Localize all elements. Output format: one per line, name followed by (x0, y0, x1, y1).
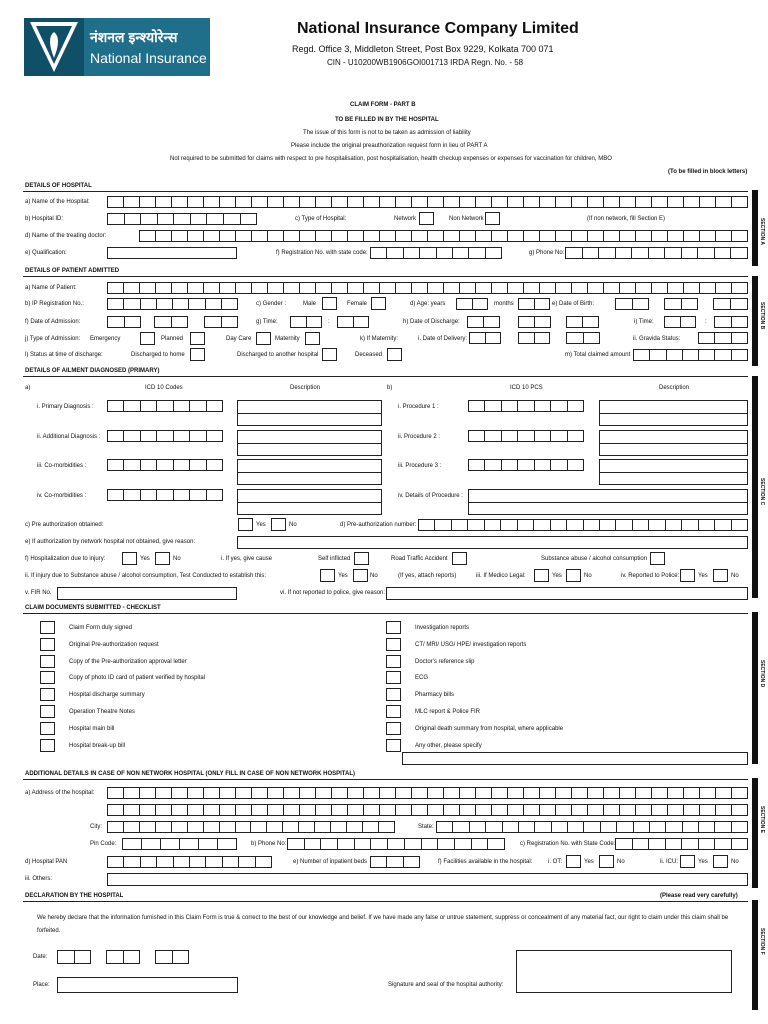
icd10-header: ICD 10 Codes (145, 385, 183, 391)
fir-label: v. FIR No. (25, 590, 52, 596)
total-amount-label: m) Total claimed amount (565, 352, 631, 358)
rta-checkbox[interactable] (452, 552, 467, 565)
injury-no-label: No (173, 556, 181, 562)
deceased-label: Deceased (355, 352, 383, 358)
checklist-left-1-checkbox[interactable] (40, 638, 55, 651)
checklist-right-5-checkbox[interactable] (386, 705, 401, 718)
dob-year-field[interactable] (713, 298, 748, 310)
comorbidities1-code[interactable] (107, 459, 223, 471)
planned-label: Planned (161, 336, 184, 342)
place-label: Place: (33, 982, 50, 988)
test-no-checkbox[interactable] (353, 569, 368, 582)
section-e-label: SECTION E (759, 806, 765, 833)
checklist-left-4: Hospital discharge summary (69, 692, 145, 698)
beds-label: e) Number of inpatient beds (293, 859, 368, 865)
not-reported-field[interactable] (386, 587, 748, 600)
place-field[interactable] (57, 977, 238, 993)
delivery-month-field[interactable] (518, 332, 550, 344)
section-d-label: SECTION D (759, 660, 765, 688)
doa-day-field[interactable] (107, 316, 141, 328)
divider (23, 376, 748, 377)
preauth-yes-label: Yes (256, 522, 266, 528)
company-cin: CIN - U10200WB1906GOI001713 IRDA Regn. No. - 58 (327, 58, 524, 67)
phone-label: g) Phone No: (529, 250, 565, 256)
pin-label: Pin Code: (90, 841, 117, 847)
emergency-checkbox[interactable] (140, 332, 155, 345)
admission-hour-field[interactable] (290, 316, 322, 328)
checklist-right-4-checkbox[interactable] (386, 688, 401, 701)
test-no-label: No (370, 573, 378, 579)
another-hospital-checkbox[interactable] (322, 348, 337, 361)
checklist-left-2: Copy of the Pre-authorization approval letter (69, 659, 187, 665)
test-yes-label: Yes (338, 573, 348, 579)
section-a-label: SECTION A (759, 218, 765, 246)
patient-name-field[interactable] (107, 282, 748, 294)
nn-reg-label: c) Registration No. with State Code: (520, 841, 616, 847)
ot-label: i. OT: (548, 859, 563, 865)
ailment-heading: DETAILS OF AILMENT DIAGNOSED (PRIMARY) (25, 368, 160, 374)
checklist-left-1: Original Pre-authorization request (69, 642, 159, 648)
discharge-status-label: l) Status at time of discharge: (25, 352, 103, 358)
checklist-left-6-checkbox[interactable] (40, 722, 55, 735)
gravida-field[interactable] (698, 332, 748, 344)
section-bar-e (752, 778, 758, 888)
description-header: Description (290, 385, 321, 391)
network-checkbox[interactable] (419, 212, 434, 225)
delivery-date-field[interactable] (469, 332, 501, 344)
procedure3-description[interactable] (599, 459, 748, 485)
home-label: Discharged to home (131, 352, 185, 358)
checklist-right-4: Pharmacy bills (415, 692, 455, 698)
self-inflicted-label: Self inflicted (318, 556, 351, 562)
checklist-right-0: Investigation reports (415, 625, 470, 631)
preauth-number-label: d) Pre-authorization number: (340, 522, 417, 528)
female-checkbox[interactable] (371, 297, 386, 310)
dod-label: h) Date of Discharge: (403, 319, 460, 325)
checklist-left-6: Hospital main bill (69, 726, 115, 732)
section-bar-b (752, 276, 758, 366)
logo-english: National Insurance (90, 50, 207, 66)
declaration-text-2: forfeited. (37, 928, 61, 934)
nonnetwork-heading: ADDITIONAL DETAILS IN CASE OF NON NETWORK HOSPITAL (ONLY FILL IN CASE OF NON NETWORK HOSPITAL) (25, 771, 356, 777)
hospital-type-label: c) Type of Hospital: (295, 216, 347, 222)
time-colon: : (328, 319, 330, 325)
procedure1-label: i. Procedure 1 : (398, 404, 439, 410)
comorbidities1-label: iii. Co-morbidities : (37, 463, 87, 469)
substance-label: Substance abuse / alcohol consumption (541, 556, 648, 562)
icu-yes-checkbox[interactable] (680, 855, 695, 868)
form-note-3: Not required to be submitted for claims with respect to pre hospitalisation, post hospitalisation, health checkup expenses or expenses for vaccination for children, MBO (170, 156, 612, 162)
address-line-2[interactable] (107, 804, 748, 816)
delivery-year-field[interactable] (566, 332, 600, 344)
gravida-label: ii. Gravida Status: (633, 336, 681, 342)
icd10pcs-header: ICD 10 PCS (510, 385, 543, 391)
additional-diagnosis-description[interactable] (237, 430, 382, 456)
state-label: State: (418, 824, 434, 830)
female-label: Female (347, 301, 368, 307)
additional-diagnosis-label: ii. Additional Diagnosis : (37, 434, 101, 440)
comorbidities2-code[interactable] (107, 489, 223, 501)
comorbidities2-label: iv. Co-morbidities : (37, 493, 87, 499)
checklist-right-7-checkbox[interactable] (386, 739, 401, 752)
ip-no-field[interactable] (107, 298, 238, 310)
substance-test-label: ii. If injury due to Substance abuse / alcohol consumption, Test Conducted to establish this: (25, 573, 267, 579)
pin-field[interactable] (122, 838, 237, 850)
block-letters-note: (To be filled in block letters) (668, 169, 748, 175)
address-line-1[interactable] (107, 787, 748, 799)
checklist-right-1: CT/ MRI/ USG/ HPE/ investigation reports (415, 642, 527, 648)
admission-minute-field[interactable] (337, 316, 369, 328)
medico-yes-label: Yes (552, 573, 562, 579)
total-amount-field[interactable] (633, 349, 748, 361)
time2-colon: : (705, 319, 707, 325)
checklist-left-7-checkbox[interactable] (40, 739, 55, 752)
procedure3-label: iii. Procedure 3 : (398, 463, 442, 469)
hospital-id-label: b) Hospital ID: (25, 216, 64, 222)
procedure1-code[interactable] (468, 400, 584, 412)
decl-date-year[interactable] (155, 950, 189, 964)
divider (23, 191, 748, 192)
checklist-right-3: ECG (415, 675, 429, 681)
primary-diagnosis-code[interactable] (107, 400, 223, 412)
checklist-left-2-checkbox[interactable] (40, 655, 55, 668)
section-bar-c (752, 376, 758, 598)
divider (23, 901, 748, 902)
emergency-label: Emergency (90, 336, 121, 342)
nn-phone-field[interactable] (287, 838, 505, 850)
section-b-label: SECTION B (759, 302, 765, 330)
months-label: months (494, 301, 514, 307)
discharge-minute-field[interactable] (714, 316, 748, 328)
attach-reports-label: (If yes, attach reports) (398, 573, 457, 579)
medico-no-checkbox[interactable] (566, 569, 581, 582)
section-bar-a (752, 190, 758, 266)
checklist-left-5: Operation Theatre Notes (69, 709, 135, 715)
doa-label: f) Date of Admission: (25, 319, 81, 325)
section-f-label: SECTION F (759, 928, 765, 955)
maternity-checkbox[interactable] (305, 332, 320, 345)
medico-yes-checkbox[interactable] (534, 569, 549, 582)
deceased-checkbox[interactable] (387, 348, 402, 361)
others-field[interactable] (107, 873, 748, 886)
others-label: iii. Others: (25, 876, 53, 882)
section-bar-d (752, 612, 758, 764)
age-years-field[interactable] (456, 298, 488, 310)
icu-no-label: No (731, 859, 739, 865)
checklist-left-3: Copy of photo ID card of patient verified by hospital (69, 675, 206, 681)
self-inflicted-checkbox[interactable] (354, 552, 369, 565)
substance-checkbox[interactable] (650, 552, 665, 565)
doctor-label: d) Name of the treating doctor: (25, 233, 107, 239)
not-reported-label: vi. If not reported to police, give reason: (280, 590, 386, 596)
checklist-right-2-checkbox[interactable] (386, 655, 401, 668)
section-c-label: SECTION C (759, 478, 765, 506)
checklist-right-5: MLC report & Police FIR (415, 709, 481, 715)
checklist-left-0-checkbox[interactable] (40, 621, 55, 634)
age-label: d) Age: years (410, 301, 446, 307)
doctor-field[interactable] (139, 230, 748, 242)
checklist-heading: CLAIM DOCUMENTS SUBMITTED - CHECKLIST (25, 605, 161, 611)
read-carefully-note: (Please read very carefully) (660, 893, 738, 899)
declaration-heading: DECLARATION BY THE HOSPITAL (25, 893, 124, 899)
dob-month-field[interactable] (664, 298, 698, 310)
nn-phone-label: b) Phone No: (251, 841, 287, 847)
ip-no-label: b) IP Registration No.: (25, 301, 84, 307)
police-yes-label: Yes (698, 573, 708, 579)
preauth-no-checkbox[interactable] (271, 518, 286, 531)
dod-day-field[interactable] (467, 316, 500, 328)
delivery-date-label: i. Date of Delivery: (418, 336, 468, 342)
time-label: g) Time: (256, 319, 278, 325)
description2-header: Description (659, 385, 690, 391)
divider (23, 613, 748, 614)
comorbidities1-description[interactable] (237, 459, 382, 485)
ot-yes-checkbox[interactable] (566, 855, 581, 868)
dod-month-field[interactable] (518, 316, 551, 328)
injury-yes-checkbox[interactable] (122, 552, 137, 565)
form-title: CLAIM FORM - PART B (350, 102, 416, 108)
checklist-right-7: Any other, please specify (415, 743, 482, 749)
ailment-a: a) (25, 385, 31, 391)
checklist-left-5-checkbox[interactable] (40, 705, 55, 718)
hospital-name-label: a) Name of the Hospital: (25, 199, 90, 205)
checklist-right-6-checkbox[interactable] (386, 722, 401, 735)
icu-yes-label: Yes (698, 859, 708, 865)
decl-date-day[interactable] (57, 950, 91, 964)
day-care-checkbox[interactable] (256, 332, 271, 345)
medico-legal-label: iii. If Medico Legal: (476, 573, 526, 579)
form-note-1: The issue of this form is not to be taken as admission of liability (303, 130, 471, 136)
checklist-right-0-checkbox[interactable] (386, 621, 401, 634)
home-checkbox[interactable] (190, 348, 205, 361)
checklist-left-4-checkbox[interactable] (40, 688, 55, 701)
divider (23, 779, 748, 780)
form-subtitle: TO BE FILLED IN BY THE HOSPITAL (335, 117, 439, 123)
qualification-field[interactable] (107, 247, 237, 259)
procedure2-code[interactable] (468, 430, 584, 442)
network-label: Network (394, 216, 417, 222)
dob-day-field[interactable] (615, 298, 649, 310)
injury-no-checkbox[interactable] (155, 552, 170, 565)
additional-diagnosis-code[interactable] (107, 430, 223, 442)
preauth-number-field[interactable] (418, 519, 748, 531)
date-label: Date: (33, 954, 48, 960)
logo-hindi: नंशनल इन्श्योरेन्स (90, 29, 178, 45)
male-checkbox[interactable] (322, 297, 337, 310)
checklist-left-7: Hospital break-up bill (69, 743, 126, 749)
test-yes-checkbox[interactable] (320, 569, 335, 582)
procedure2-label: ii. Procedure 2 : (398, 434, 441, 440)
checklist-right-1-checkbox[interactable] (386, 638, 401, 651)
ot-yes-label: Yes (584, 859, 594, 865)
city-field[interactable] (107, 821, 395, 833)
dob-label: e) Date of Birth: (552, 301, 595, 307)
city-label: City: (90, 824, 102, 830)
procedure1-description[interactable] (599, 400, 748, 426)
logo-emblem (24, 18, 84, 76)
preauth-yes-checkbox[interactable] (238, 518, 253, 531)
time2-label: i) Time: (634, 319, 654, 325)
procedure2-description[interactable] (599, 430, 748, 456)
phone-field[interactable] (565, 247, 748, 259)
ot-no-checkbox[interactable] (599, 855, 614, 868)
state-field[interactable] (436, 821, 748, 833)
non-network-note: (If non network, fill Section E) (587, 216, 666, 222)
non-network-label: Non Network (449, 216, 484, 222)
pan-field[interactable] (107, 856, 272, 868)
preauth-no-label: No (289, 522, 297, 528)
fir-field[interactable] (57, 587, 237, 600)
nn-reg-field[interactable] (615, 838, 748, 850)
patient-heading: DETAILS OF PATIENT ADMITTED (25, 268, 120, 274)
procedure3-code[interactable] (468, 459, 584, 471)
checklist-right-6: Original death summary from hospital, where applicable (415, 726, 564, 732)
hospital-name-field[interactable] (107, 196, 748, 208)
checklist-left-3-checkbox[interactable] (40, 671, 55, 684)
another-hospital-label: Discharged to another hospital (237, 352, 319, 358)
company-name: National Insurance Company Limited (297, 20, 579, 37)
hospital-heading: DETAILS OF HOSPITAL (25, 183, 92, 189)
qualification-label: e) Qualification: (25, 250, 67, 256)
cause-label: i. If yes, give cause (221, 556, 273, 562)
primary-diagnosis-label: i. Primary Diagnosis : (37, 404, 94, 410)
non-network-checkbox[interactable] (485, 212, 500, 225)
pan-label: d) Hospital PAN (25, 859, 68, 865)
company-logo (24, 18, 210, 76)
dod-year-field[interactable] (566, 316, 599, 328)
peacock-emblem-icon (24, 18, 84, 76)
registration-field[interactable] (370, 247, 502, 259)
declaration-text-1: We hereby declare that the information furnished in this Claim Form is true & correct to the best of our knowledge and belief. If we have made any false or untrue statement, suppress or concealment of any material fact, our right to claim under this claim shall be (37, 915, 729, 921)
admission-type-label: j) Type of Admission: (25, 336, 81, 342)
rta-label: Road Traffic Accident (391, 556, 448, 562)
gender-label: c) Gender : (256, 301, 287, 307)
police-no-checkbox[interactable] (713, 569, 728, 582)
day-care-label: Day Care (226, 336, 252, 342)
section-bar-f (752, 900, 758, 1010)
signature-box[interactable] (516, 950, 732, 993)
not-obtained-field[interactable] (237, 536, 748, 549)
divider (23, 276, 748, 277)
checklist-left-0: Claim Form duly signed (69, 625, 133, 631)
patient-name-label: a) Name of Patient: (25, 285, 77, 291)
police-label: iv. Reported to Police: (621, 573, 680, 579)
doa-year-field[interactable] (204, 316, 238, 328)
address-label: a) Address of the hospital: (25, 790, 95, 796)
planned-checkbox[interactable] (190, 332, 205, 345)
other-specify-field[interactable] (402, 752, 748, 765)
age-months-field[interactable] (518, 298, 550, 310)
primary-diagnosis-description[interactable] (237, 400, 382, 426)
procedure-details-label: iv. Details of Procedure : (398, 493, 463, 499)
ailment-b: b) (387, 385, 393, 391)
facilities-label: f) Facilities available in the hospital: (438, 859, 533, 865)
icu-no-checkbox[interactable] (713, 855, 728, 868)
procedure-details-field[interactable] (468, 489, 748, 515)
registration-label: f) Registration No. with state code: (276, 250, 368, 256)
male-label: Male (303, 301, 317, 307)
injury-yes-label: Yes (140, 556, 150, 562)
police-yes-checkbox[interactable] (680, 569, 695, 582)
decl-date-month[interactable] (106, 950, 140, 964)
injury-label: f) Hospitalization due to injury: (25, 556, 106, 562)
checklist-right-2: Doctor's reference slip (415, 659, 475, 665)
beds-field[interactable] (370, 856, 420, 868)
form-note-2: Please include the original preauthorization request form in lieu of PART A (291, 143, 488, 149)
not-obtained-label: e) If authorization by network hospital not obtained, give reason: (25, 539, 196, 545)
hospital-id-field[interactable] (107, 213, 257, 225)
checklist-right-3-checkbox[interactable] (386, 671, 401, 684)
doa-month-field[interactable] (154, 316, 188, 328)
comorbidities2-description[interactable] (237, 489, 382, 515)
company-address: Regd. Office 3, Middleton Street, Post Box 9229, Kolkata 700 071 (292, 44, 554, 54)
discharge-hour-field[interactable] (664, 316, 696, 328)
if-maternity-label: k) If Maternity: (360, 336, 399, 342)
preauth-label: c) Pre authorization obtained: (25, 522, 104, 528)
icu-label: ii. ICU: (660, 859, 678, 865)
medico-no-label: No (584, 573, 592, 579)
signature-label: Signature and seal of the hospital authority: (388, 982, 504, 988)
maternity-label: Maternity (275, 336, 300, 342)
police-no-label: No (731, 573, 739, 579)
ot-no-label: No (617, 859, 625, 865)
